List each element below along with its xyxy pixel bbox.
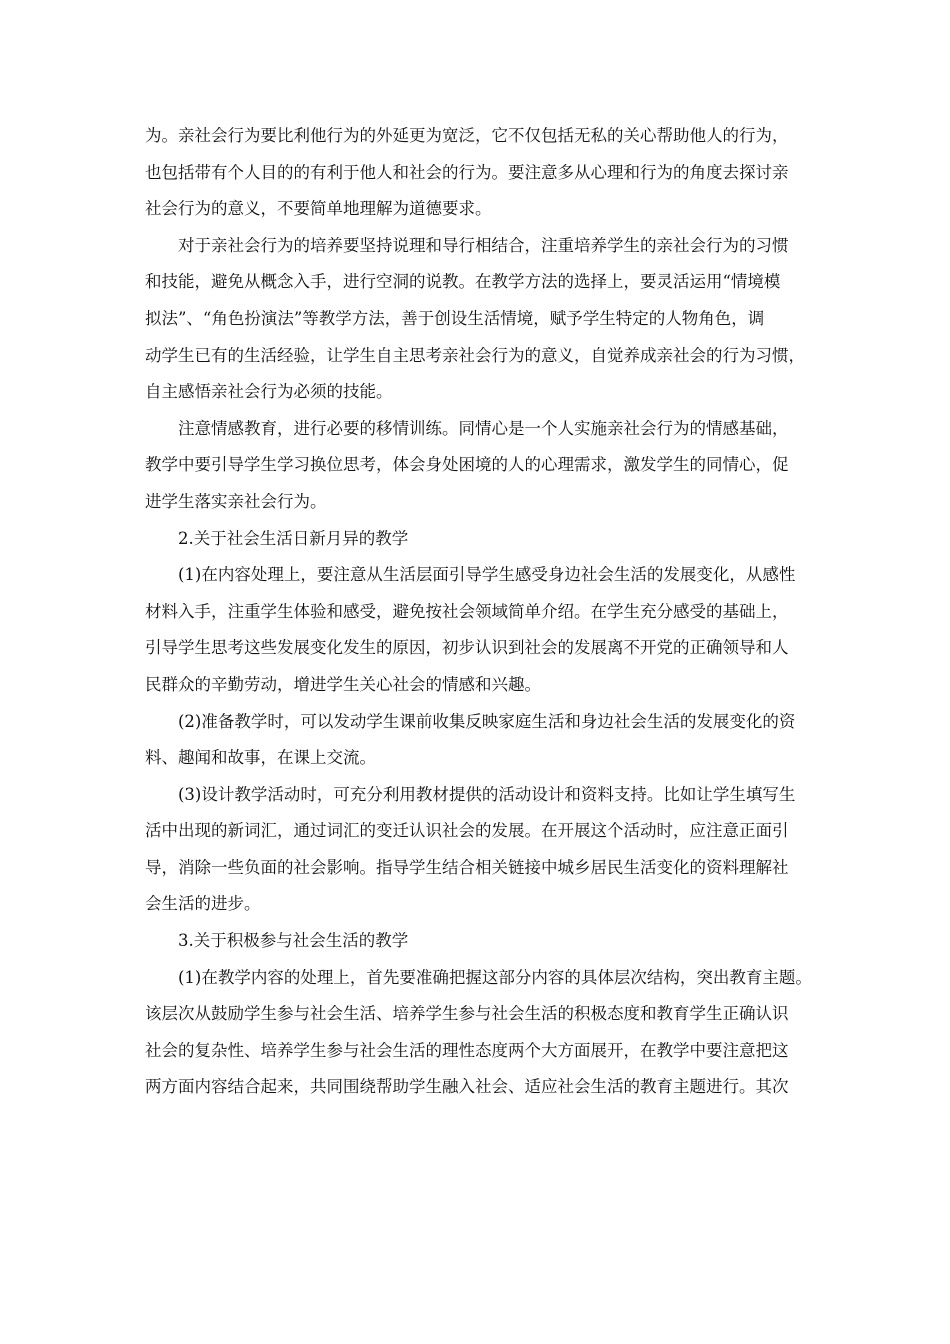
text-line: 两方面内容结合起来，共同围绕帮助学生融入社会、适应社会生活的教育主题进行。其次	[145, 1077, 789, 1097]
text-line: 对于亲社会行为的培养要坚持说理和导行相结合，注重培养学生的亲社会行为的习惯	[178, 235, 789, 255]
text-line: (1)在教学内容的处理上，首先要准确把握这部分内容的具体层次结构，突出教育主题。	[178, 967, 812, 987]
text-line: 和技能，避免从概念入手，进行空洞的说教。在教学方法的选择上，要灵活运用“情境模	[145, 272, 781, 292]
section-heading: 2.关于社会生活日新月异的教学	[178, 528, 409, 548]
text-line: 也包括带有个人目的的有利于他人和社会的行为。要注意多从心理和行为的角度去探讨亲	[145, 162, 789, 182]
text-line: 料、趣闻和故事，在课上交流。	[145, 748, 376, 768]
text-line: 自主感悟亲社会行为必须的技能。	[145, 382, 393, 402]
text-line: 社会行为的意义，不要简单地理解为道德要求。	[145, 199, 492, 219]
text-line: 该层次从鼓励学生参与社会生活、培养学生参与社会生活的积极态度和教育学生正确认识	[145, 1004, 789, 1024]
text-line: 进学生落实亲社会行为。	[145, 491, 327, 511]
text-line: (1)在内容处理上，要注意从生活层面引导学生感受身边社会生活的发展变化，从感性	[178, 565, 796, 585]
body-text	[145, 118, 835, 1106]
text-line: 动学生已有的生活经验，让学生自主思考亲社会行为的意义，自觉养成亲社会的行为习惯，	[145, 345, 805, 365]
text-line: 教学中要引导学生学习换位思考，体会身处困境的人的心理需求，激发学生的同情心，促	[145, 455, 789, 475]
text-line: 会生活的进步。	[145, 894, 261, 914]
text-line: 注意情感教育，进行必要的移情训练。同情心是一个人实施亲社会行为的情感基础，	[178, 418, 789, 438]
text-line: 为。亲社会行为要比利他行为的外延更为宽泛，它不仅包括无私的关心帮助他人的行为，	[145, 126, 789, 145]
text-line: (3)设计教学活动时，可充分利用教材提供的活动设计和资料支持。比如让学生填写生	[178, 784, 796, 804]
text-line: 活中出现的新词汇，通过词汇的变迁认识社会的发展。在开展这个活动时，应注意正面引	[145, 821, 789, 841]
text-line: 拟法”、“角色扮演法”等教学方法，善于创设生活情境，赋予学生特定的人物角色，调	[145, 308, 765, 328]
text-line: 引导学生思考这些发展变化发生的原因，初步认识到社会的发展离不开党的正确领导和人	[145, 638, 789, 658]
text-line: 社会的复杂性、培养学生参与社会生活的理性态度两个大方面展开，在教学中要注意把这	[145, 1040, 789, 1060]
section-heading: 3.关于积极参与社会生活的教学	[178, 931, 409, 951]
text-line: 导，消除一些负面的社会影响。指导学生结合相关链接中城乡居民生活变化的资料理解社	[145, 857, 789, 877]
text-line: (2)准备教学时，可以发动学生课前收集反映家庭生活和身边社会生活的发展变化的资	[178, 711, 796, 731]
text-line: 民群众的辛勤劳动，增进学生关心社会的情感和兴趣。	[145, 674, 541, 694]
text-line: 材料入手，注重学生体验和感受，避免按社会领域简单介绍。在学生充分感受的基础上，	[145, 601, 789, 621]
